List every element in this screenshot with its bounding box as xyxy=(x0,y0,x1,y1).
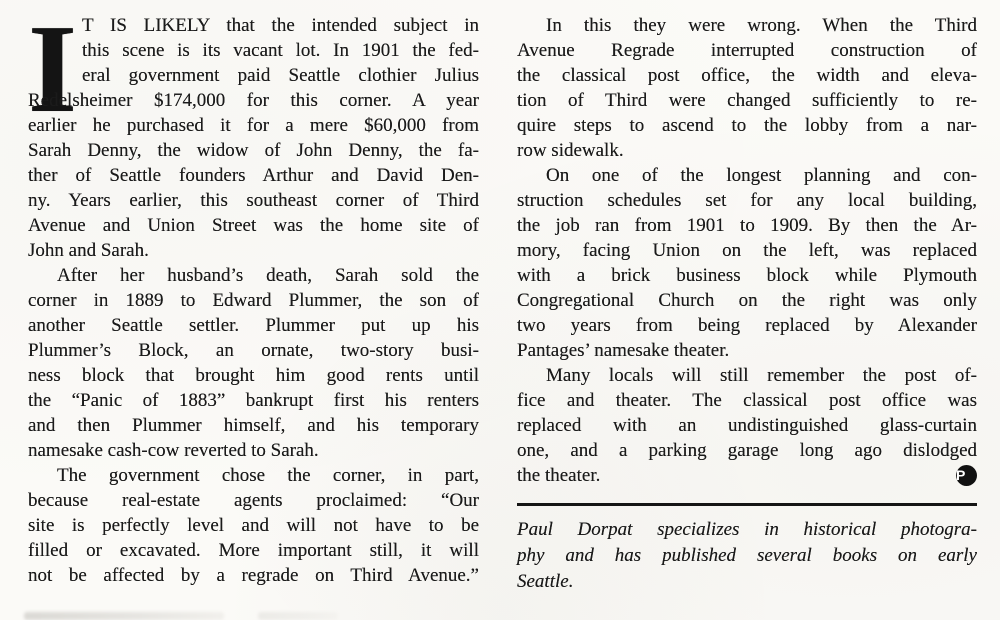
text-line: After her husband’s death, Sarah sold the xyxy=(57,265,479,286)
text-line: Pantages’ namesake theater. xyxy=(517,340,730,361)
text-line: two years from being replaced by Alexander xyxy=(517,315,977,336)
text-line: and then Plummer himself, and his temporary xyxy=(28,415,479,436)
text-line: John and Sarah. xyxy=(28,240,149,261)
text-line: the classical post office, the width and eleva- xyxy=(517,65,977,86)
text-line: the job ran from 1901 to 1909. By then the Ar- xyxy=(517,215,977,236)
text-line: quire steps to ascend to the lobby from a nar- xyxy=(517,115,977,136)
text-line: Congregational Church on the right was only xyxy=(517,290,977,311)
author-bio xyxy=(517,517,977,595)
text-line: ther of Seattle founders Arthur and David Den- xyxy=(28,165,479,186)
paragraph xyxy=(517,363,977,488)
text-line: eral government paid Seattle clothier Julius xyxy=(82,65,479,86)
paragraph xyxy=(28,0,479,263)
text-line: this scene is its vacant lot. In 1901 the fed- xyxy=(82,40,479,61)
scan-artifact xyxy=(24,612,224,620)
text-line: site is perfectly level and will not have to be xyxy=(28,515,479,536)
paragraph xyxy=(517,163,977,363)
text-line: struction schedules set for any local building, xyxy=(517,190,977,211)
text-line: the theater. xyxy=(517,465,601,486)
drop-cap: I xyxy=(28,0,78,139)
text-line: Redelsheimer $174,000 for this corner. A year xyxy=(28,90,479,111)
text-line: T IS LIKELY that the intended subject in xyxy=(82,15,479,36)
left-column xyxy=(28,0,479,588)
text-line: filled or excavated. More important still, it will xyxy=(28,540,479,561)
text-line: On one of the longest planning and con- xyxy=(546,165,977,186)
p-end-mark-icon: P xyxy=(956,465,977,486)
text-line xyxy=(517,463,977,488)
paragraph xyxy=(28,463,479,588)
text-line: namesake cash-cow reverted to Sarah. xyxy=(28,440,319,461)
paragraph xyxy=(28,263,479,463)
text-line: Sarah Denny, the widow of John Denny, the fa- xyxy=(28,140,479,161)
text-line: another Seattle settler. Plummer put up his xyxy=(28,315,479,336)
text-line: Plummer’s Block, an ornate, two-story busi- xyxy=(28,340,479,361)
paragraph xyxy=(517,13,977,163)
text-line: fice and theater. The classical post office was xyxy=(517,390,977,411)
text-line: tion of Third were changed sufficiently to re- xyxy=(517,90,977,111)
divider-rule xyxy=(517,503,977,506)
text-line: with a brick business block while Plymouth xyxy=(517,265,977,286)
text-line: not be affected by a regrade on Third Avenue.” xyxy=(28,565,479,586)
text-line: phy and has published several books on early xyxy=(517,545,977,566)
text-line: mory, facing Union on the left, was replaced xyxy=(517,240,977,261)
text-line: one, and a parking garage long ago dislodged xyxy=(517,440,977,461)
text-line: row sidewalk. xyxy=(517,140,624,161)
text-line: Paul Dorpat specializes in historical photogra- xyxy=(517,519,977,540)
text-line: The government chose the corner, in part, xyxy=(57,465,479,486)
scan-artifact xyxy=(258,612,338,620)
text-line: Avenue and Union Street was the home site of xyxy=(28,215,479,236)
text-line: earlier he purchased it for a mere $60,000 from xyxy=(28,115,479,136)
text-line: In this they were wrong. When the Third xyxy=(546,15,977,36)
right-column xyxy=(517,13,977,595)
text-line: replaced with an undistinguished glass-curtain xyxy=(517,415,977,436)
text-line: Many locals will still remember the post of- xyxy=(546,365,977,386)
text-line: because real-estate agents proclaimed: “Our xyxy=(28,490,479,511)
text-line: ness block that brought him good rents until xyxy=(28,365,479,386)
text-line: ny. Years earlier, this southeast corner of Third xyxy=(28,190,479,211)
text-line: the “Panic of 1883” bankrupt first his renters xyxy=(28,390,479,411)
text-line: corner in 1889 to Edward Plummer, the son of xyxy=(28,290,479,311)
text-line: Seattle. xyxy=(517,571,574,592)
text-line: Avenue Regrade interrupted construction of xyxy=(517,40,977,61)
